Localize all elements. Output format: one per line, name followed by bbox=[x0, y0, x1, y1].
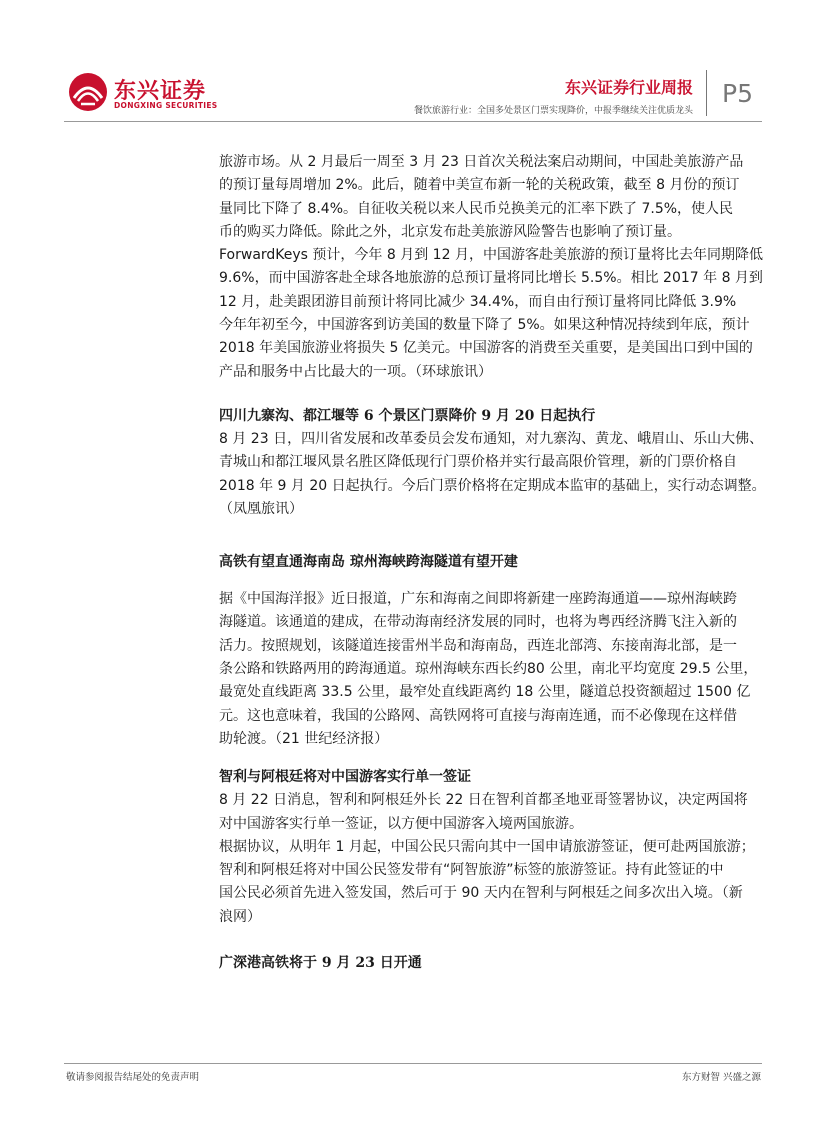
body-line: 的预订量每周增加 2%。此后，随着中美宣布新一轮的关税政策，截至 8 月份的预订 bbox=[219, 177, 740, 194]
body-line: 活力。按照规划，该隧道连接雷州半岛和海南岛，西连北部湾、东接南海北部，是一 bbox=[219, 637, 737, 654]
body-line: 产品和服务中占比最大的一项。（环球旅讯） bbox=[219, 363, 492, 380]
body-line: 最宽处直线距离 33.5 公里，最窄处直线距离约 18 公里，隧道总投资额超过 1500 亿 bbox=[219, 684, 751, 701]
body-line: 条公路和铁路两用的跨海通道。琼州海峡东西长约80 公里，南北平均宽度 29.5 公里， bbox=[219, 661, 758, 678]
page-header bbox=[0, 0, 827, 125]
report-body bbox=[219, 151, 767, 975]
logo-text-en: DONGXING SECURITIES bbox=[114, 101, 218, 110]
section-paragraph bbox=[219, 428, 767, 521]
report-subtitle: 餐饮旅游行业：全国多处景区门票实现降价，中报季继续关注优质龙头 bbox=[413, 106, 693, 116]
body-line: 量同比下降了 8.4%。自征收关税以来人民币兑换美元的汇率下跌了 7.5%，使人民 bbox=[219, 200, 734, 217]
body-line: 2018 年 9 月 20 日起执行。今后门票价格将在定期成本监审的基础上，实行动态调整。 bbox=[219, 477, 766, 494]
body-line: 旅游市场。从 2 月最后一周至 3 月 23 日首次关税法案启动期间，中国赴美旅游产品 bbox=[219, 154, 744, 170]
body-line: 对中国游客实行单一签证，以方便中国游客入境两国旅游。 bbox=[219, 815, 583, 832]
section-paragraph bbox=[219, 588, 767, 751]
section-heading: 高铁有望直通海南岛 琼州海峡跨海隧道有望开建 bbox=[219, 554, 518, 571]
body-line: 2018 年美国旅游业将损失 5 亿美元。中国游客的消费至关重要，是美国出口到中国的 bbox=[219, 340, 753, 357]
intro-paragraph bbox=[219, 151, 767, 384]
footer-disclaimer: 敬请参阅报告结尾处的免责声明 bbox=[66, 1072, 200, 1083]
footer-rule bbox=[64, 1063, 762, 1064]
body-line: 海隧道。该通道的建成，在带动海南经济发展的同时，也将为粤西经济腾飞注入新的 bbox=[219, 614, 737, 631]
header-divider bbox=[706, 70, 707, 116]
body-line: 元。这也意味着，我国的公路网、高铁网将可直接与海南连通，而不必像现在这样借 bbox=[219, 707, 737, 724]
page-number: P5 bbox=[722, 79, 753, 108]
body-line: 9.6%，而中国游客赴全球各地旅游的总预订量将同比增长 5.5%。相比 2017 年 8 月到 bbox=[219, 270, 763, 287]
section-heading: 智利与阿根廷将对中国游客实行单一签证 bbox=[219, 769, 471, 786]
logo-text-cn: 东兴证券 bbox=[114, 79, 207, 104]
body-line: 今年年初至今，中国游客到访美国的数量下降了 5%。如果这种情况持续到年底，预计 bbox=[219, 317, 750, 334]
body-line: 8 月 23 日，四川省发展和改革委员会发布通知，对九寨沟、黄龙、峨眉山、乐山大佛、 bbox=[219, 430, 764, 447]
body-line: 据《中国海洋报》近日报道，广东和海南之间即将新建一座跨海通道——琼州海峡跨 bbox=[219, 591, 737, 608]
report-title: 东兴证券行业周报 bbox=[564, 78, 693, 97]
body-line: 国公民必须首先进入签发国，然后可于 90 天内在智利与阿根廷之间多次出入境。（新 bbox=[219, 885, 743, 902]
body-line: 12 月，赴美跟团游目前预计将同比减少 34.4%，而自由行预订量将同比降低 3.9% bbox=[219, 293, 737, 310]
dongxing-logo-icon bbox=[68, 72, 108, 112]
body-line: 助轮渡。（21 世纪经济报） bbox=[219, 730, 389, 747]
section-paragraph bbox=[219, 789, 767, 929]
header-rule bbox=[64, 121, 762, 122]
body-line: 根据协议，从明年 1 月起，中国公民只需向其中一国申请旅游签证，便可赴两国旅游； bbox=[219, 838, 755, 855]
body-line: 浪网） bbox=[219, 908, 261, 925]
body-line: ForwardKeys 预计，今年 8 月到 12 月，中国游客赴美旅游的预订量将比去年同期降低 bbox=[219, 247, 763, 264]
section-heading: 四川九寨沟、都江堰等 6 个景区门票降价 9 月 20 日起执行 bbox=[219, 407, 596, 424]
footer-slogan: 东方财智 兴盛之源 bbox=[681, 1072, 761, 1083]
body-line: 青城山和都江堰风景名胜区降低现行门票价格并实行最高限价管理，新的门票价格自 bbox=[219, 454, 737, 471]
section-heading: 广深港高铁将于 9 月 23 日开通 bbox=[219, 955, 422, 972]
body-line: 智利和阿根廷将对中国公民签发带有“阿智旅游”标签的旅游签证。持有此签证的中 bbox=[219, 862, 724, 879]
body-line: 8 月 22 日消息，智利和阿根廷外长 22 日在智利首都圣地亚哥签署协议，决定两国将 bbox=[219, 792, 748, 809]
body-line: （凤凰旅讯） bbox=[219, 500, 303, 517]
body-line: 币的购买力降低。除此之外，北京发布赴美旅游风险警告也影响了预订量。 bbox=[219, 223, 681, 240]
